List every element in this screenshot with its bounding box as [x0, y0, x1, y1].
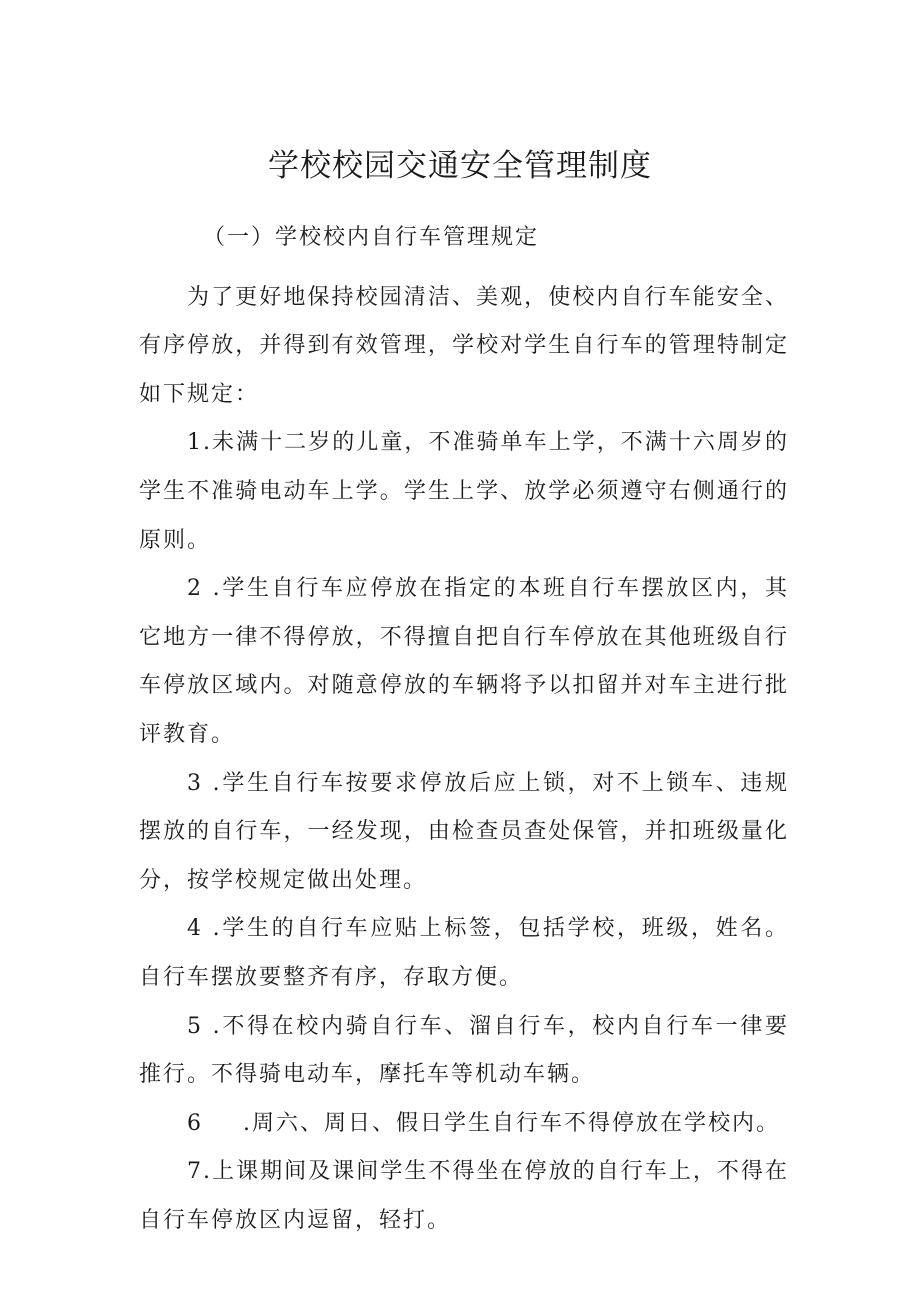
- rule-text: 学生的自行车应贴上标签，包括学校，班级，姓名。自行车摆放要整齐有序，存取方便。: [139, 916, 789, 990]
- rule-item-7: [139, 1148, 789, 1245]
- rule-text: 上课期间及课间学生不得坐在停放的自行车上，不得在自行车停放区内逗留，轻打。: [139, 1159, 789, 1233]
- rule-text: .周六、周日、假日学生自行车不得停放在学校内。: [243, 1110, 780, 1136]
- rule-number: 6: [187, 1110, 203, 1136]
- rule-text: 学生自行车按要求停放后应上锁，对不上锁车、违规摆放的自行车，一经发现，由检查员查处保管，并扣班级量化分，按学校规定做出处理。: [139, 770, 789, 893]
- rule-number: 1.: [187, 430, 212, 456]
- rule-text: 不得在校内骑自行车、溜自行车，校内自行车一律要推行。不得骑电动车，摩托车等机动车辆。: [139, 1013, 789, 1088]
- rule-item-2: [139, 565, 789, 759]
- rule-text: 未满十二岁的儿童，不准骑单车上学，不满十六周岁的学生不准骑电动车上学。学生上学、放学必须遵守右侧通行的原则。: [139, 430, 789, 553]
- document-body: [139, 214, 789, 1245]
- rule-item-6: [139, 1100, 789, 1149]
- document-title: 学校校园交通安全管理制度: [268, 148, 652, 184]
- rule-number: 2 .: [187, 576, 222, 602]
- rule-number: 7.: [187, 1159, 212, 1185]
- section-heading: （一）学校校内自行车管理规定: [203, 225, 540, 250]
- rule-item-4: [139, 905, 789, 1002]
- rule-number: 3 .: [187, 770, 222, 796]
- intro-paragraph: 为了更好地保持校园清洁、美观，使校内自行车能安全、有序停放，并得到有效管理，学校对学生自行车的管理特制定如下规定：: [139, 284, 789, 407]
- rule-number: 4 .: [187, 916, 222, 942]
- rule-text: 学生自行车应停放在指定的本班自行车摆放区内，其它地方一律不得停放，不得擅自把自行车停放在其他班级自行车停放区域内。对随意停放的车辆将予以扣留并对车主进行批评教育。: [139, 576, 789, 747]
- rule-item-5: [139, 1003, 789, 1100]
- rule-item-3: [139, 760, 789, 906]
- rule-number: 5 .: [187, 1013, 222, 1039]
- rule-item-1: [139, 419, 789, 565]
